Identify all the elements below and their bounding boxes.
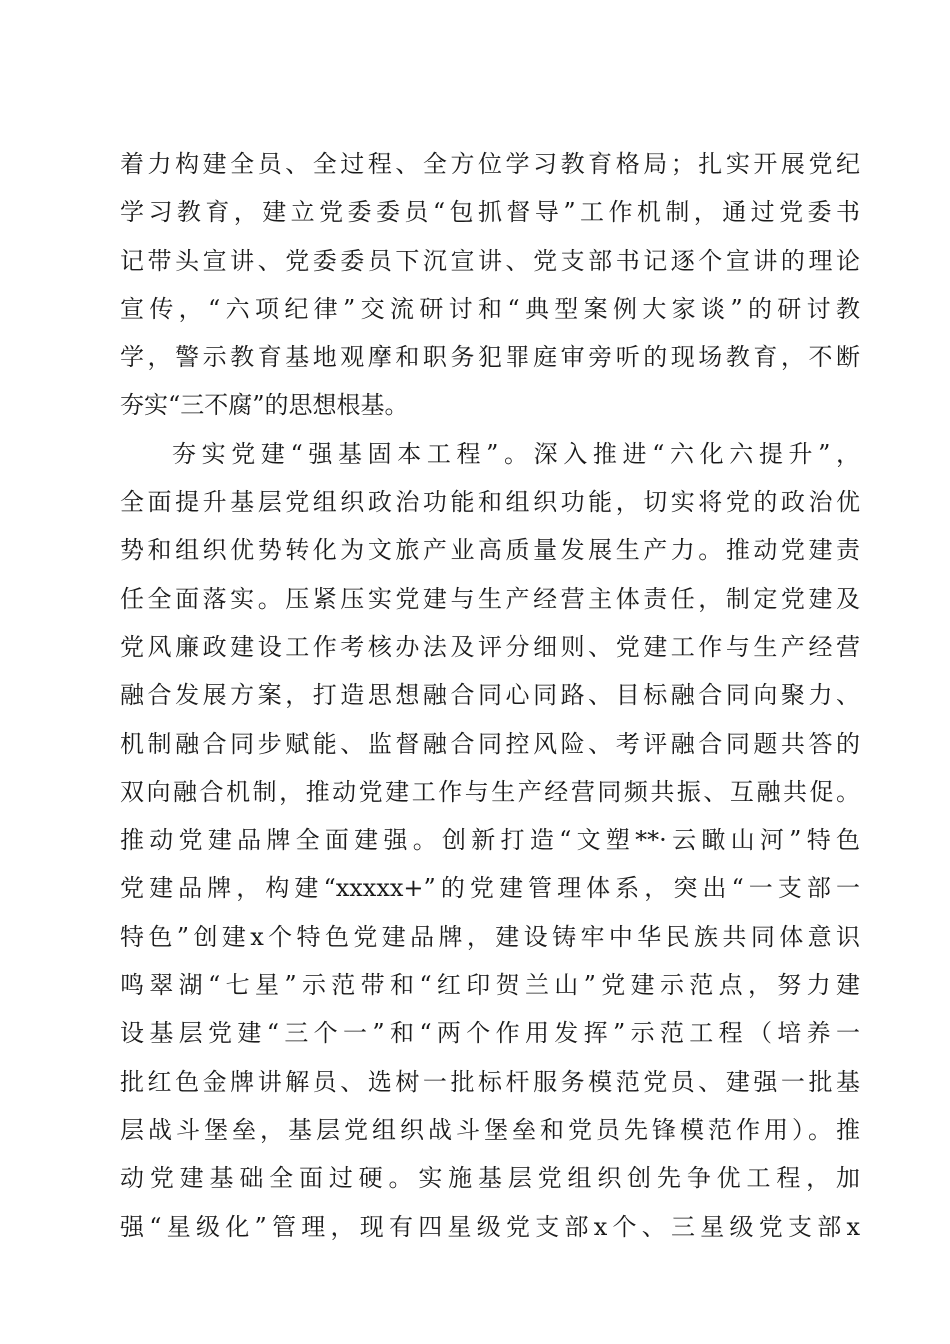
- paragraph-2-line-15: 层战斗堡垒，基层党组织战斗堡垒和党员先锋模范作用）。推: [120, 1115, 860, 1144]
- paragraph-2-line-8: 双向融合机制，推动党建工作与生产经营同频共振、互融共促。: [120, 777, 860, 806]
- paragraph-2-line-7: 机制融合同步赋能、监督融合同控风险、考评融合同题共答的: [120, 729, 860, 758]
- paragraph-1-line-6: 夯实“三不腐”的思想根基。: [120, 391, 409, 420]
- paragraph-2-line-11: 特色”创建x个特色党建品牌，建设铸牢中华民族共同体意识: [120, 922, 860, 951]
- body-text: [120, 140, 860, 1251]
- paragraph-1-line-3: 记带头宣讲、党委委员下沉宣讲、党支部书记逐个宣讲的理论: [120, 246, 860, 275]
- paragraph-1-line-4: 宣传，“六项纪律”交流研讨和“典型案例大家谈”的研讨教: [120, 294, 860, 323]
- paragraph-1-line-5: 学，警示教育基地观摩和职务犯罪庭审旁听的现场教育，不断: [120, 343, 860, 372]
- paragraph-2-line-12: 鸣翠湖“七星”示范带和“红印贺兰山”党建示范点，努力建: [120, 971, 860, 1000]
- paragraph-1-line-2: 学习教育，建立党委委员“包抓督导”工作机制，通过党委书: [120, 198, 860, 227]
- paragraph-2-line-5: 党风廉政建设工作考核办法及评分细则、党建工作与生产经营: [120, 632, 860, 661]
- paragraph-1-line-1: 着力构建全员、全过程、全方位学习教育格局；扎实开展党纪: [120, 150, 860, 178]
- paragraph-2-line-3: 势和组织优势转化为文旅产业高质量发展生产力。推动党建责: [120, 536, 860, 565]
- paragraph-2-line-14: 批红色金牌讲解员、选树一批标杆服务模范党员、建强一批基: [120, 1067, 860, 1096]
- paragraph-2-line-13: 设基层党建“三个一”和“两个作用发挥”示范工程（培养一: [120, 1019, 860, 1048]
- paragraph-2-line-4: 任全面落实。压紧压实党建与生产经营主体责任，制定党建及: [120, 584, 860, 613]
- paragraph-2-line-2: 全面提升基层党组织政治功能和组织功能，切实将党的政治优: [120, 488, 860, 517]
- paragraph-2-line-9: 推动党建品牌全面建强。创新打造“文塑**·云瞰山河”特色: [120, 826, 860, 855]
- paragraph-2-line-1: 夯实党建“强基固本工程”。深入推进“六化六提升”，: [172, 439, 860, 468]
- paragraph-2-line-17: 强“星级化”管理，现有四星级党支部x个、三星级党支部x: [120, 1212, 860, 1241]
- paragraph-2-line-16: 动党建基础全面过硬。实施基层党组织创先争优工程，加: [120, 1164, 860, 1193]
- paragraph-2-line-6: 融合发展方案，打造思想融合同心同路、目标融合同向聚力、: [120, 681, 860, 710]
- paragraph-2-line-10: 党建品牌，构建“xxxxx+”的党建管理体系，突出“一支部一: [120, 874, 860, 903]
